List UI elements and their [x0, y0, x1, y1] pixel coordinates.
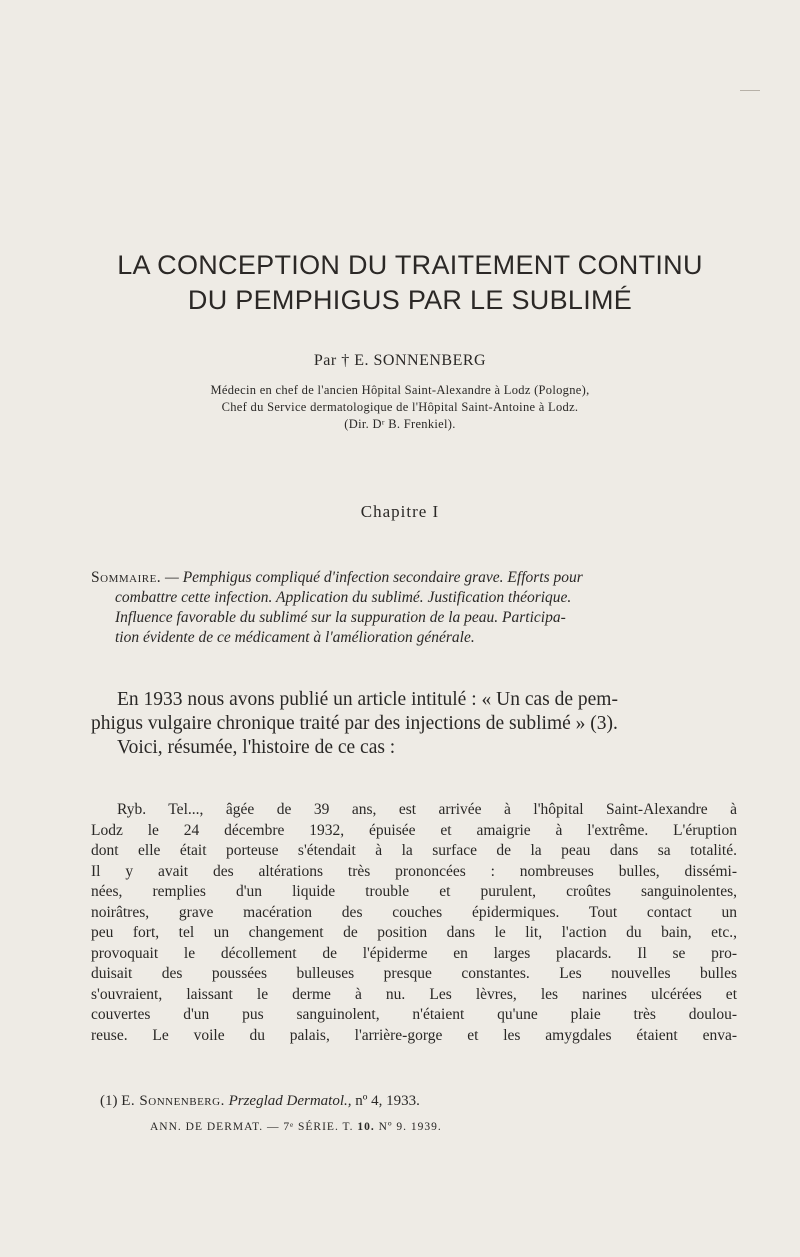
- case-line: Il y avait des altérations très prononcées : nombreuses bulles, dissémi-: [91, 862, 737, 880]
- colophon-volume: 10.: [357, 1121, 375, 1133]
- footnote-marker: (1): [100, 1093, 118, 1109]
- case-line: s'ouvraient, laissant le derme à nu. Les lèvres, les narines ulcérées et: [91, 985, 737, 1003]
- intro-paragraph: [91, 688, 737, 760]
- intro-line: En 1933 nous avons publié un article intitulé : « Un cas de pem-: [117, 689, 618, 710]
- case-report: [91, 800, 737, 1046]
- footnote-reference: nº 4, 1933.: [355, 1093, 420, 1109]
- summary-line: combattre cette infection. Application du sublimé. Justification théorique.: [115, 589, 572, 606]
- intro-line: phigus vulgaire chronique traité par des injections de sublimé » (3).: [91, 713, 618, 734]
- case-line: Ryb. Tel..., âgée de 39 ans, est arrivée à l'hôpital Saint-Alexandre à: [117, 801, 737, 818]
- affiliation-line: Chef du Service dermatologique de l'Hôpital Saint-Antoine à Lodz.: [221, 400, 579, 414]
- case-line: couvertes d'un pus sanguinolent, n'étaient qu'une plaie très doulou-: [91, 1006, 737, 1023]
- chapter-summary: [91, 568, 731, 648]
- affiliation-line: (Dir. Dʳ B. Frenkiel).: [344, 417, 456, 431]
- case-line: dont elle était porteuse s'étendait à la surface de la peau dans sa totalité.: [91, 842, 737, 859]
- journal-colophon: [150, 1121, 650, 1133]
- case-line: noirâtres, grave macération des couches épidermiques. Tout contact un: [91, 903, 737, 921]
- case-line: nées, remplies d'un liquide trouble et purulent, croûtes sanguinolentes,: [91, 883, 737, 900]
- chapter-heading: Chapitre I: [360, 502, 440, 521]
- footnote-journal: Przeglad Dermatol.,: [228, 1093, 352, 1109]
- author-affiliation: [80, 382, 720, 433]
- case-line: Lodz le 24 décembre 1932, épuisée et amaigrie à l'extrême. L'éruption: [91, 821, 737, 839]
- summary-label: Sommaire.: [91, 569, 162, 586]
- intro-line: Voici, résumée, l'histoire de ce cas :: [117, 737, 396, 758]
- page-mark: [740, 90, 760, 101]
- title-line-1: LA CONCEPTION DU TRAITEMENT CONTINU: [117, 250, 703, 280]
- summary-line: Influence favorable du sublimé sur la suppuration de la peau. Participa-: [115, 609, 566, 626]
- footnote-author: E. Sonnenberg.: [121, 1093, 225, 1109]
- summary-line: — Pemphigus compliqué d'infection secondaire grave. Efforts pour: [165, 569, 583, 586]
- case-line: reuse. Le voile du palais, l'arrière-gorge et les amygdales étaient enva-: [91, 1026, 737, 1044]
- author-byline: Par † E. SONNENBERG: [313, 352, 487, 369]
- case-line: provoquait le décollement de l'épiderme en larges placards. Il se pro-: [91, 944, 737, 962]
- case-line: duisait des poussées bulleuses presque constantes. Les nouvelles bulles: [91, 965, 737, 982]
- title-line-2: DU PEMPHIGUS PAR LE SUBLIMÉ: [187, 285, 633, 315]
- summary-line: tion évidente de ce médicament à l'amélioration générale.: [115, 629, 475, 646]
- footnote: [100, 1093, 700, 1110]
- colophon-issue: Nº 9. 1939.: [378, 1121, 442, 1133]
- affiliation-line: Médecin en chef de l'ancien Hôpital Saint-Alexandre à Lodz (Pologne),: [210, 383, 590, 397]
- case-line: peu fort, tel un changement de position dans le lit, l'action du bain, etc.,: [91, 924, 737, 941]
- colophon-series: ANN. DE DERMAT. — 7ᵉ SÉRIE. T.: [150, 1121, 354, 1133]
- article-title: [70, 248, 750, 318]
